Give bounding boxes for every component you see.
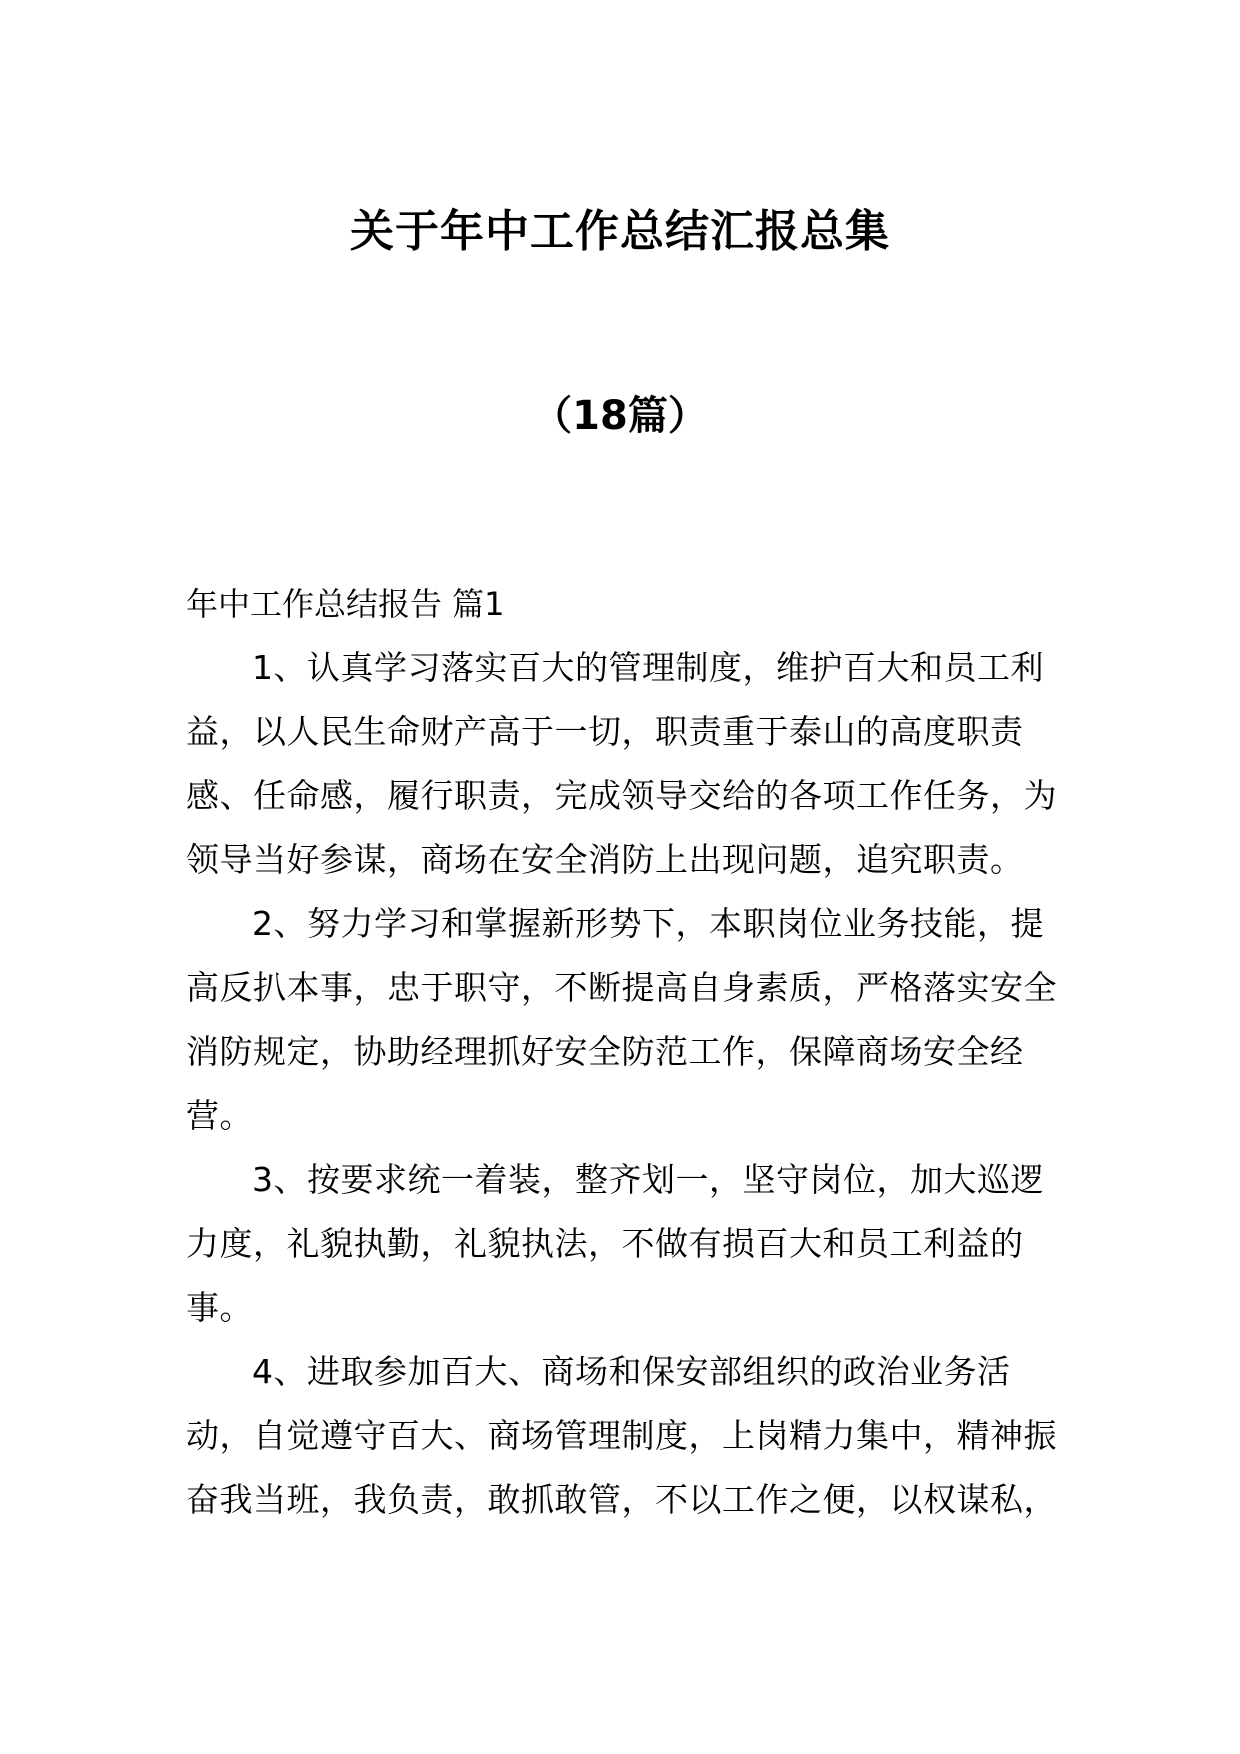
paragraph-4: 4、进取参加百大、商场和保安部组织的政治业务活动，自觉遵守百大、商场管理制度，上岗精力集中，精神振奋我当班，我负责，敢抓敢管，不以工作之便，以权谋私，	[186, 1352, 1057, 1519]
paragraph-3: 3、按要求统一着装，整齐划一，坚守岗位，加大巡逻力度，礼貌执勤，礼貌执法，不做有损百大和员工利益的事。	[186, 1160, 1044, 1327]
section-heading: 年中工作总结报告 篇1	[186, 585, 505, 623]
document-body	[186, 572, 1066, 1532]
document-title: 关于年中工作总结汇报总集	[350, 206, 890, 257]
paragraph-1: 1、认真学习落实百大的管理制度，维护百大和员工利益，以人民生命财产高于一切，职责重于泰山的高度职责感、任命感，履行职责，完成领导交给的各项工作任务，为领导当好参谋，商场在安全消防上出现问题，追究职责。	[186, 648, 1057, 879]
document-subtitle: （18篇）	[532, 393, 708, 439]
paragraph-2: 2、努力学习和掌握新形势下，本职岗位业务技能，提高反扒本事，忠于职守，不断提高自身素质，严格落实安全消防规定，协助经理抓好安全防范工作，保障商场安全经营。	[186, 904, 1057, 1135]
